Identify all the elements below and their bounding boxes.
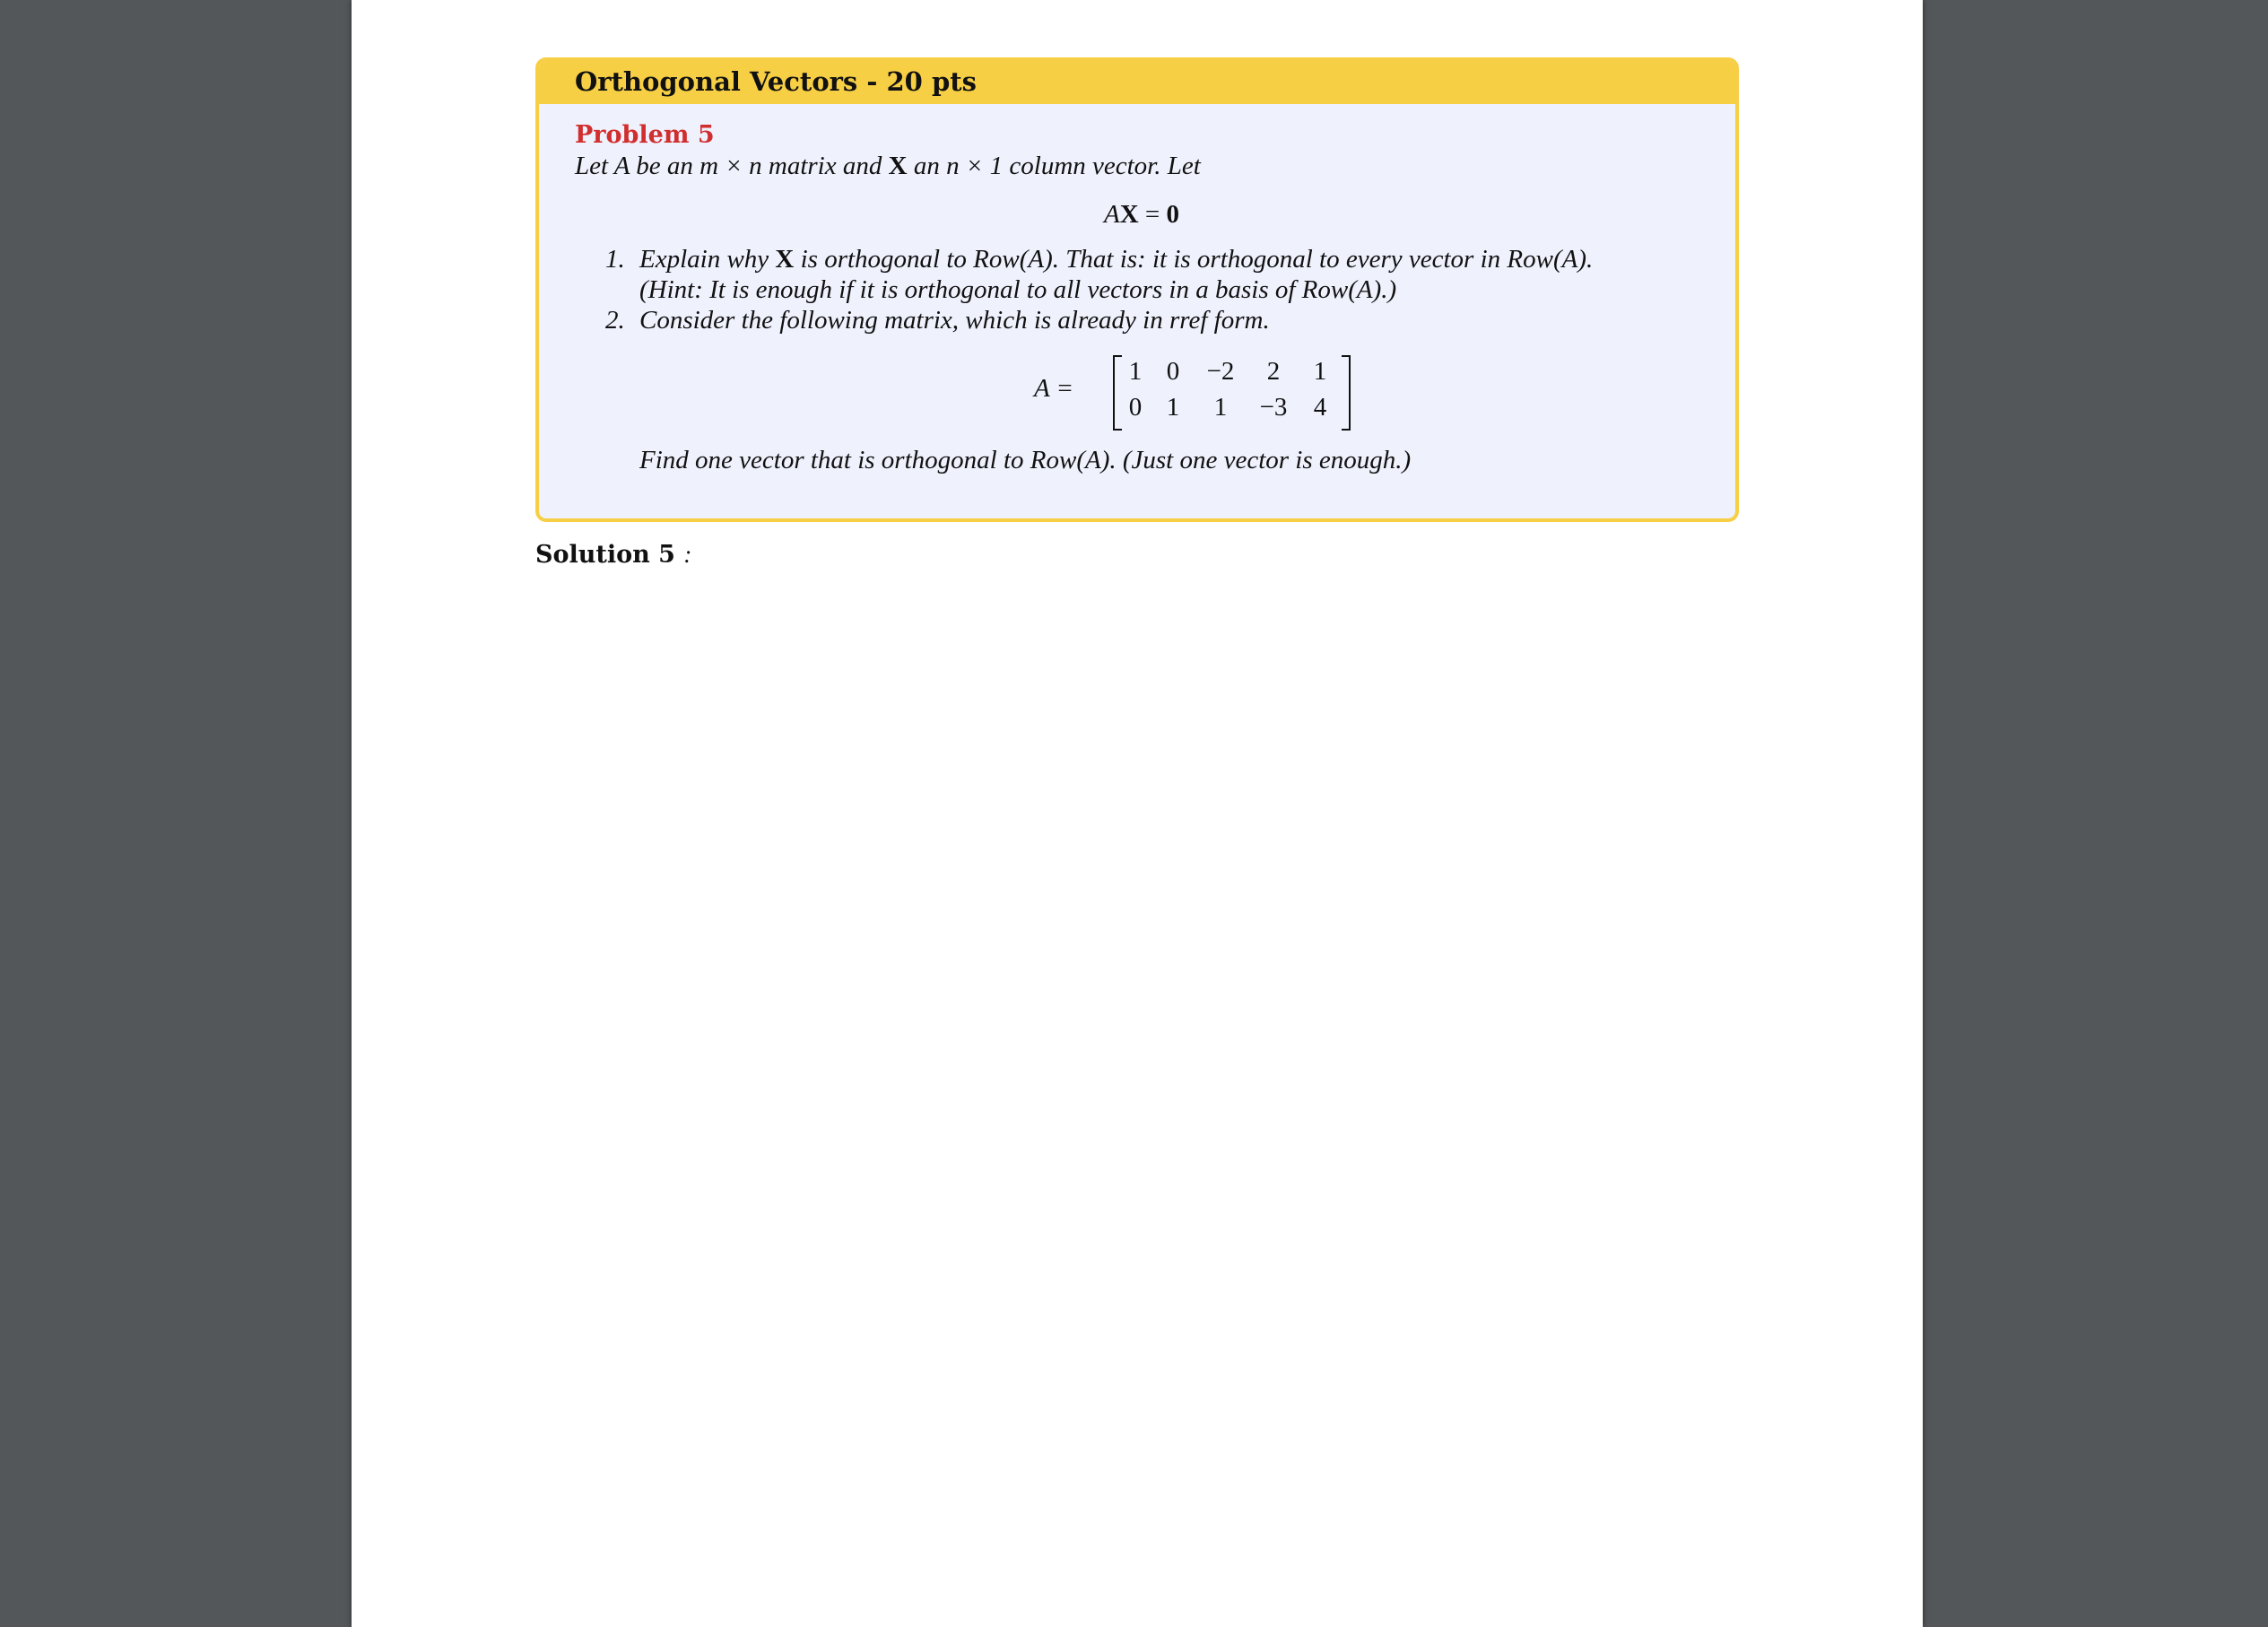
matrix-cell: 0 bbox=[1166, 357, 1180, 386]
matrix-cell: 4 bbox=[1313, 393, 1327, 422]
matrix-cell: 1 bbox=[1166, 393, 1180, 422]
matrix-cell: −2 bbox=[1206, 357, 1235, 386]
matrix-cell: 0 bbox=[1128, 393, 1143, 422]
list-item-2: 2. Consider the following matrix, which is already in rref form. bbox=[605, 306, 1270, 335]
matrix-cell: 1 bbox=[1213, 393, 1228, 422]
matrix-cell: 1 bbox=[1313, 357, 1327, 386]
problem-box bbox=[535, 57, 1739, 522]
list-item-1: 1. Explain why X is orthogonal to Row(A). That is: it is orthogonal to every vector in Row(A). (Hint: It is enough if it is orthogonal to all vectors in a basis of Row(A).) bbox=[605, 245, 1594, 304]
matrix-cell: 1 bbox=[1128, 357, 1143, 386]
solution-heading: Solution 5 : bbox=[535, 541, 692, 569]
matrix-right-bracket bbox=[1342, 355, 1351, 431]
problem-title: Problem 5 bbox=[575, 121, 715, 149]
problem-box-header: Orthogonal Vectors - 20 pts bbox=[539, 61, 1735, 104]
matrix-cell: 2 bbox=[1266, 357, 1281, 386]
document-page bbox=[352, 0, 1923, 1627]
problem-intro: Let A be an m × n matrix and X an n × 1 column vector. Let bbox=[575, 152, 1201, 180]
find-vector-prompt: Find one vector that is orthogonal to Row(A). (Just one vector is enough.) bbox=[639, 446, 1412, 474]
matrix-cell: −3 bbox=[1259, 393, 1288, 422]
problem-content bbox=[575, 120, 1708, 475]
matrix-label: A = bbox=[1034, 374, 1074, 403]
display-equation: AX = 0 bbox=[1103, 200, 1180, 229]
problem-list bbox=[575, 244, 1708, 335]
matrix bbox=[575, 350, 1708, 431]
